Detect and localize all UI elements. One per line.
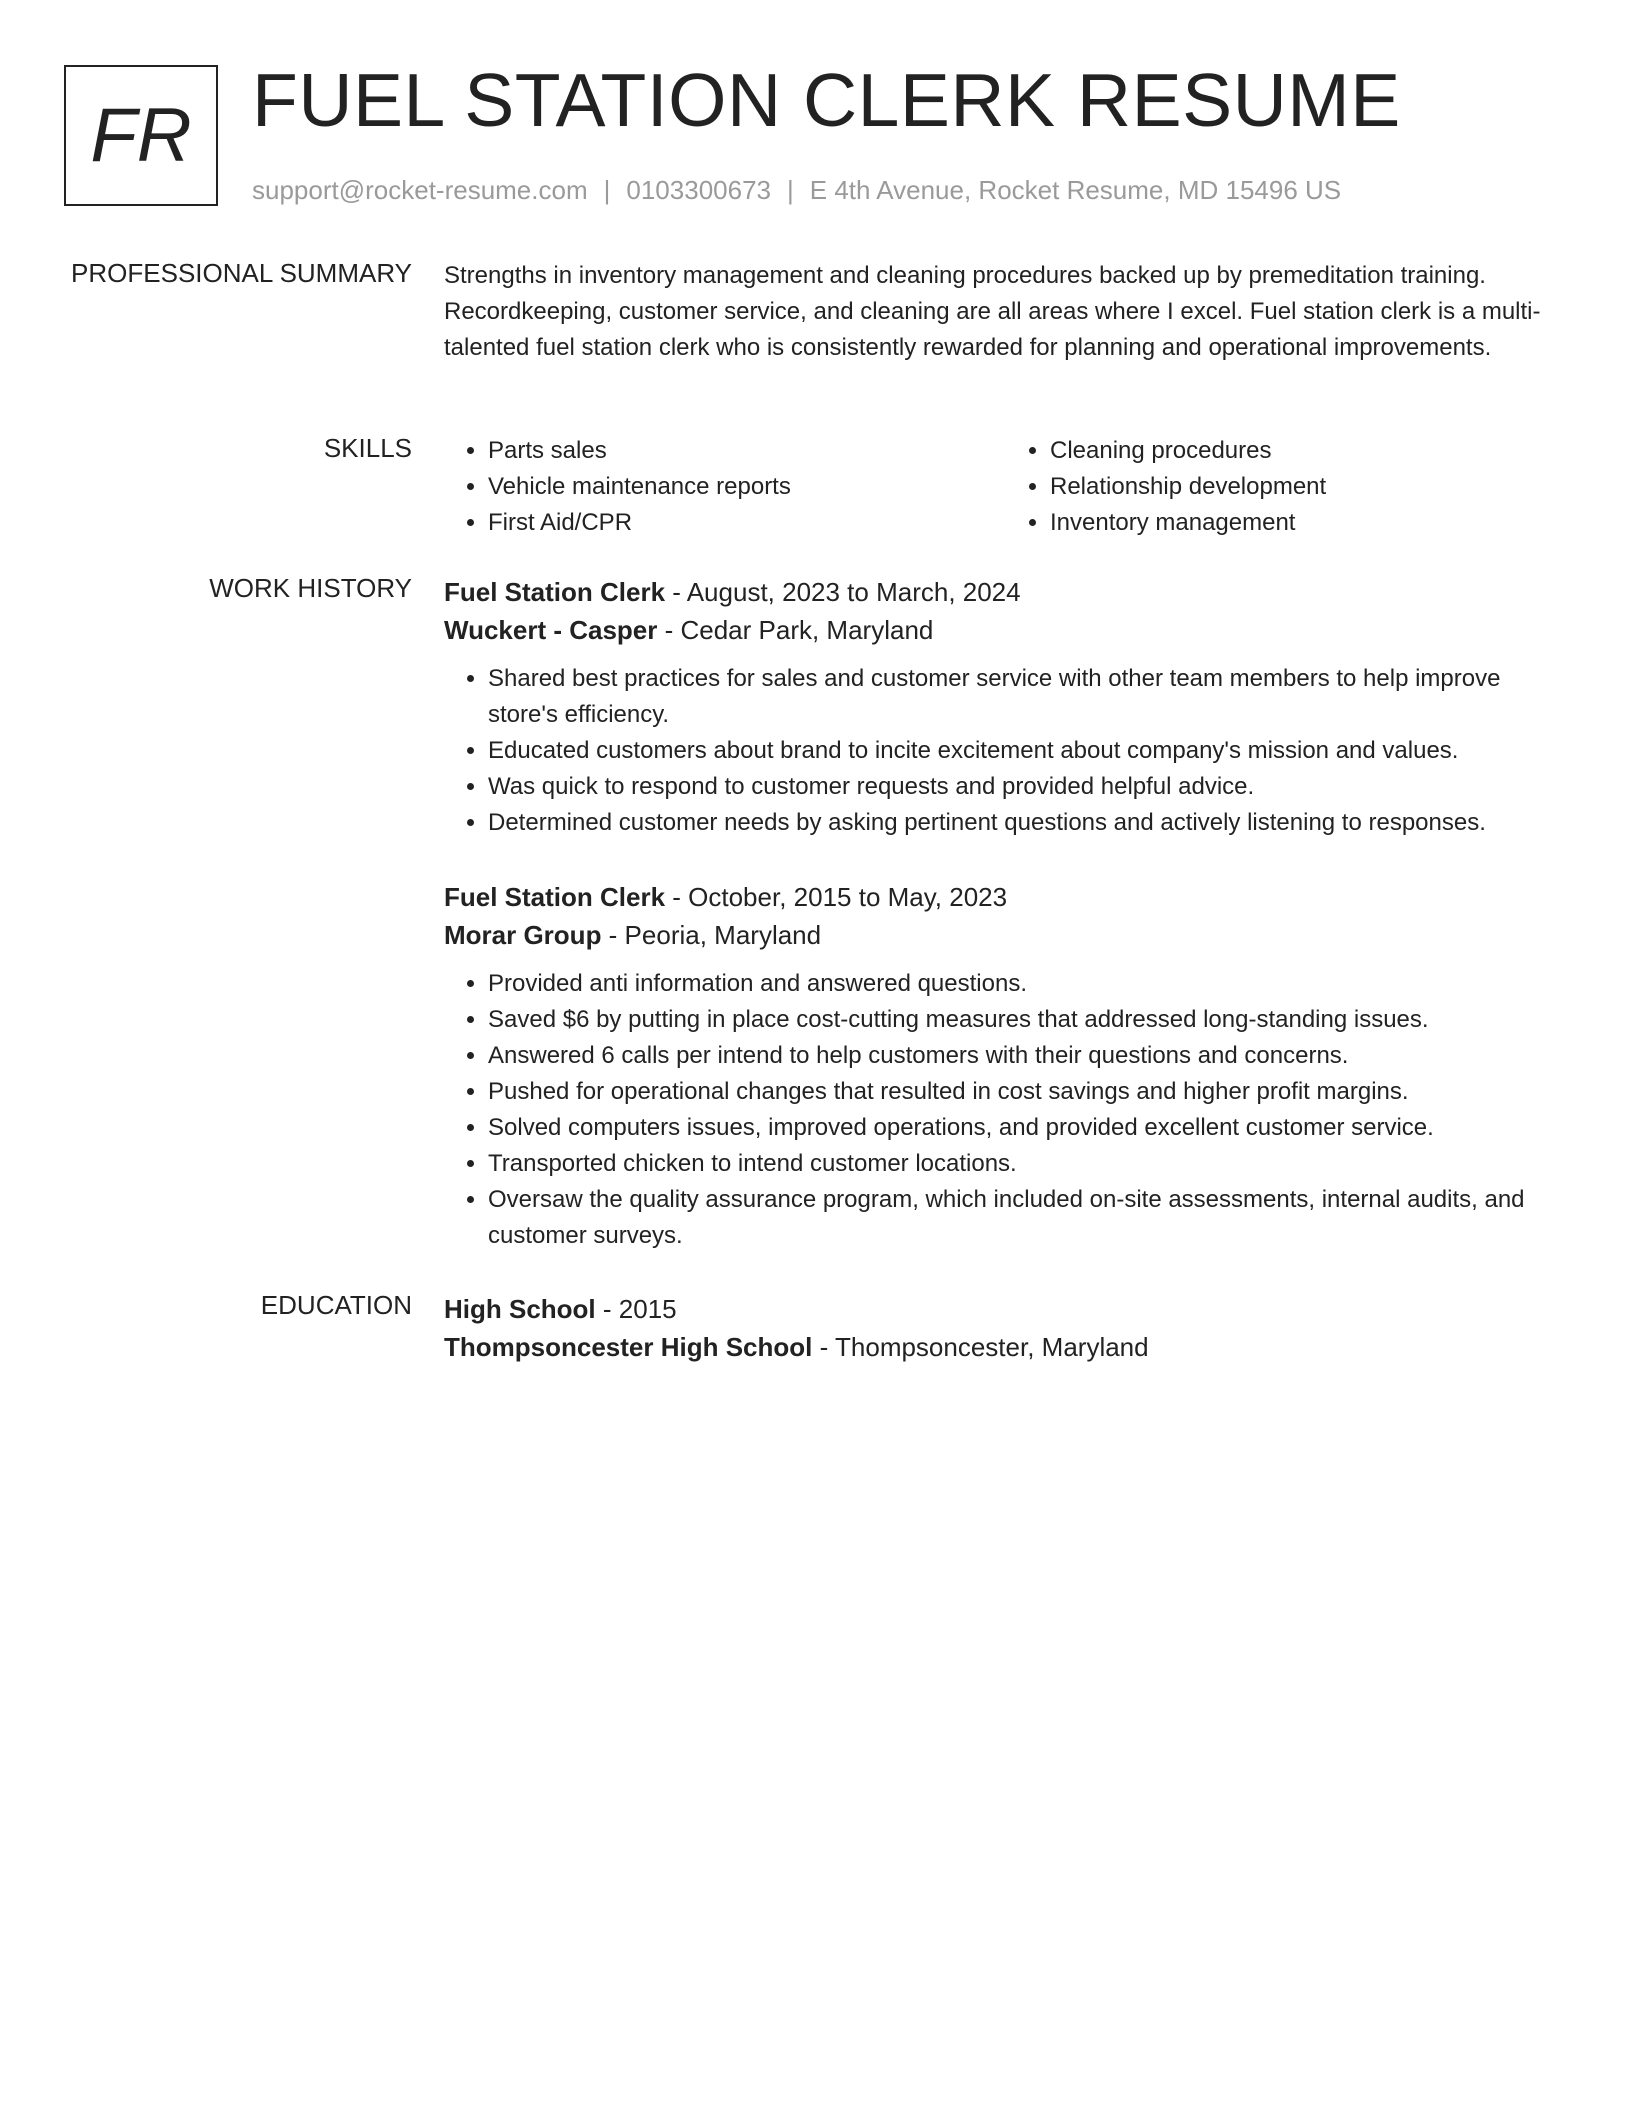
- education-school: Thompsoncester High School: [444, 1332, 813, 1362]
- skill-item: • First Aid/CPR: [488, 505, 1006, 541]
- job-bullet: • Was quick to respond to customer requests and provided helpful advice.: [488, 769, 1568, 805]
- resume-title: FUEL STATION CLERK RESUME: [252, 58, 1401, 142]
- education-degree-line: [444, 1290, 1568, 1328]
- job-bullet: • Answered 6 calls per intend to help customers with their questions and concerns.: [488, 1038, 1568, 1074]
- skill-item: • Cleaning procedures: [1050, 433, 1568, 469]
- job-company-line: [444, 916, 1568, 954]
- job-bullets: [444, 966, 1568, 1254]
- contact-separator: |: [787, 175, 794, 205]
- job-company-line: [444, 611, 1568, 649]
- job-company: Morar Group: [444, 920, 602, 950]
- job-bullet: • Saved $6 by putting in place cost-cutting measures that addressed long-standing issues.: [488, 1002, 1568, 1038]
- job-bullet: • Oversaw the quality assurance program, which included on-site assessments, internal audits, and customer surveys.: [488, 1182, 1568, 1254]
- contact-email: support@rocket-resume.com: [252, 175, 588, 205]
- job-bullet: • Transported chicken to intend customer locations.: [488, 1146, 1568, 1182]
- job-bullet: • Pushed for operational changes that resulted in cost savings and higher profit margins.: [488, 1074, 1568, 1110]
- job-bullet: • Shared best practices for sales and customer service with other team members to help improve store's efficiency.: [488, 661, 1568, 733]
- job-company: Wuckert - Casper: [444, 615, 658, 645]
- skills-list-left: [444, 433, 1006, 541]
- skill-item: • Parts sales: [488, 433, 1006, 469]
- education-location: - Thompsoncester, Maryland: [812, 1332, 1149, 1362]
- education-entry: [444, 1290, 1568, 1366]
- job-title-line: [444, 573, 1568, 611]
- job-bullet: • Solved computers issues, improved operations, and provided excellent customer service.: [488, 1110, 1568, 1146]
- summary-label: PROFESSIONAL SUMMARY: [71, 258, 412, 288]
- summary-text: Strengths in inventory management and cleaning procedures backed up by premeditation training. Recordkeeping, customer service, and cleaning are all areas where I excel. Fuel station clerk is a multi-talented fuel station clerk who is consistently rewarded for planning and operational improvements.: [444, 262, 1541, 361]
- skills-columns: [444, 433, 1568, 541]
- contact-phone: 0103300673: [626, 175, 771, 205]
- skill-item: • Inventory management: [1050, 505, 1568, 541]
- education-label: EDUCATION: [260, 1290, 412, 1320]
- skills-label: SKILLS: [323, 433, 412, 463]
- contact-separator: |: [603, 175, 611, 205]
- job-title: Fuel Station Clerk: [444, 882, 666, 912]
- job-title: Fuel Station Clerk: [444, 577, 666, 607]
- skills-list-right: [1006, 433, 1568, 541]
- resume-header: [64, 58, 1568, 210]
- job-bullet: • Educated customers about brand to incite excitement about company's mission and values.: [488, 733, 1568, 769]
- education-year: - 2015: [595, 1294, 677, 1324]
- job-dates: - October, 2015 to May, 2023: [665, 882, 1008, 912]
- skill-item: • Vehicle maintenance reports: [488, 469, 1006, 505]
- monogram-badge: FR: [64, 65, 218, 206]
- job-location: - Peoria, Maryland: [601, 920, 822, 950]
- work-label: WORK HISTORY: [209, 573, 412, 603]
- education-school-line: [444, 1328, 1568, 1366]
- skill-item: • Relationship development: [1050, 469, 1568, 505]
- job-bullet: • Provided anti information and answered questions.: [488, 966, 1568, 1002]
- contact-address: E 4th Avenue, Rocket Resume, MD 15496 US: [809, 175, 1342, 205]
- job-entry: [444, 878, 1568, 1254]
- job-bullets: [444, 661, 1568, 841]
- job-dates: - August, 2023 to March, 2024: [665, 577, 1021, 607]
- job-location: - Cedar Park, Maryland: [657, 615, 934, 645]
- job-entry: [444, 573, 1568, 841]
- job-title-line: [444, 878, 1568, 916]
- contact-line: [252, 175, 1341, 206]
- education-degree: High School: [444, 1294, 596, 1324]
- job-bullet: • Determined customer needs by asking pertinent questions and actively listening to responses.: [488, 805, 1568, 841]
